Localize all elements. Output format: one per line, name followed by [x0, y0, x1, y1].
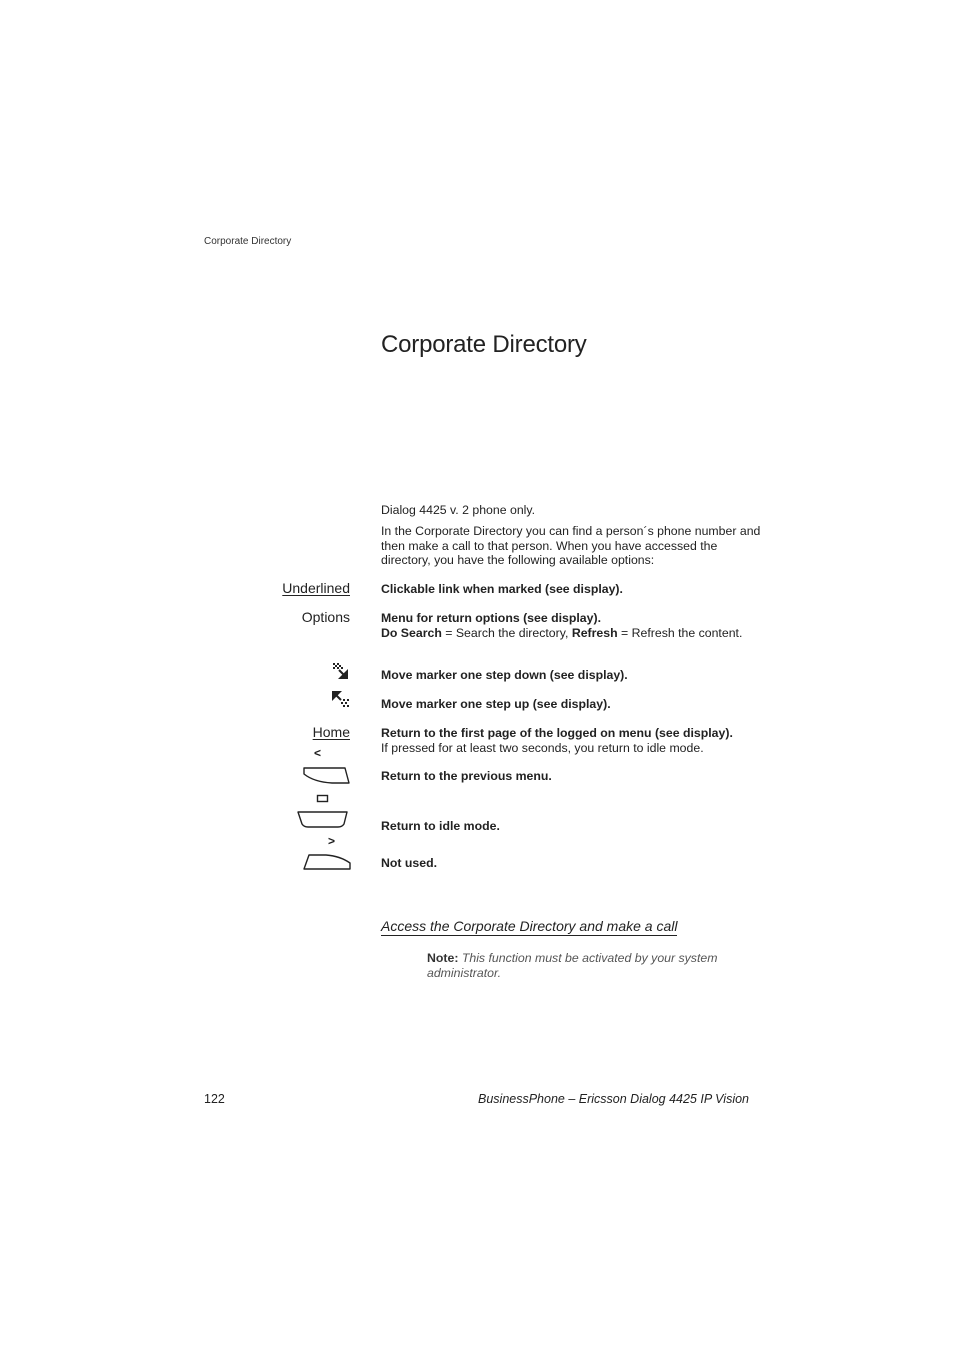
right-key-symbol: > — [328, 834, 336, 848]
home-label: Home — [312, 724, 350, 740]
left-soft-key-icon — [302, 766, 352, 786]
do-search-label: Do Search — [381, 625, 442, 640]
right-key-desc: Not used. — [381, 856, 438, 870]
middle-key-symbol-icon — [316, 794, 330, 804]
middle-soft-key-icon — [296, 810, 350, 830]
home-extra: If pressed for at least two seconds, you return to idle mode. — [381, 740, 704, 755]
middle-key-desc: Return to idle mode. — [381, 819, 500, 833]
home-desc: Return to the first page of the logged on menu (see display). — [381, 726, 733, 740]
intro-line-1: Dialog 4425 v. 2 phone only. — [381, 503, 536, 517]
options-label: Options — [301, 609, 350, 625]
do-search-text: = Search the directory, — [441, 625, 572, 640]
page-number: 122 — [204, 1092, 225, 1106]
home-desc-block — [381, 726, 766, 755]
options-desc-block — [381, 611, 766, 640]
arrow-down-right-icon — [331, 662, 351, 680]
note-block — [427, 951, 747, 980]
note-label: Note: — [427, 951, 459, 965]
intro-paragraph: In the Corporate Directory you can find a person´s phone number and then make a call to that person. When you have accessed the directory, you have the following available options: — [381, 524, 761, 568]
left-key-desc: Return to the previous menu. — [381, 769, 552, 783]
right-soft-key-icon — [302, 852, 352, 872]
refresh-text: = Refresh the content. — [617, 625, 743, 640]
down-desc: Move marker one step down (see display). — [381, 668, 628, 682]
underlined-desc: Clickable link when marked (see display). — [381, 582, 623, 596]
running-header: Corporate Directory — [204, 236, 292, 247]
up-desc: Move marker one step up (see display). — [381, 697, 611, 711]
underlined-label: Underlined — [282, 580, 350, 596]
left-key-symbol: < — [314, 746, 322, 760]
options-detail — [381, 626, 766, 641]
page-title: Corporate Directory — [381, 331, 587, 358]
options-desc: Menu for return options (see display). — [381, 611, 601, 625]
note-text: This function must be activated by your system administrator. — [427, 951, 718, 980]
section-subheading: Access the Corporate Directory and make a call — [381, 918, 678, 934]
arrow-up-left-icon — [331, 690, 351, 708]
refresh-label: Refresh — [571, 625, 618, 640]
footer-title: BusinessPhone – Ericsson Dialog 4425 IP Vision — [478, 1092, 749, 1106]
